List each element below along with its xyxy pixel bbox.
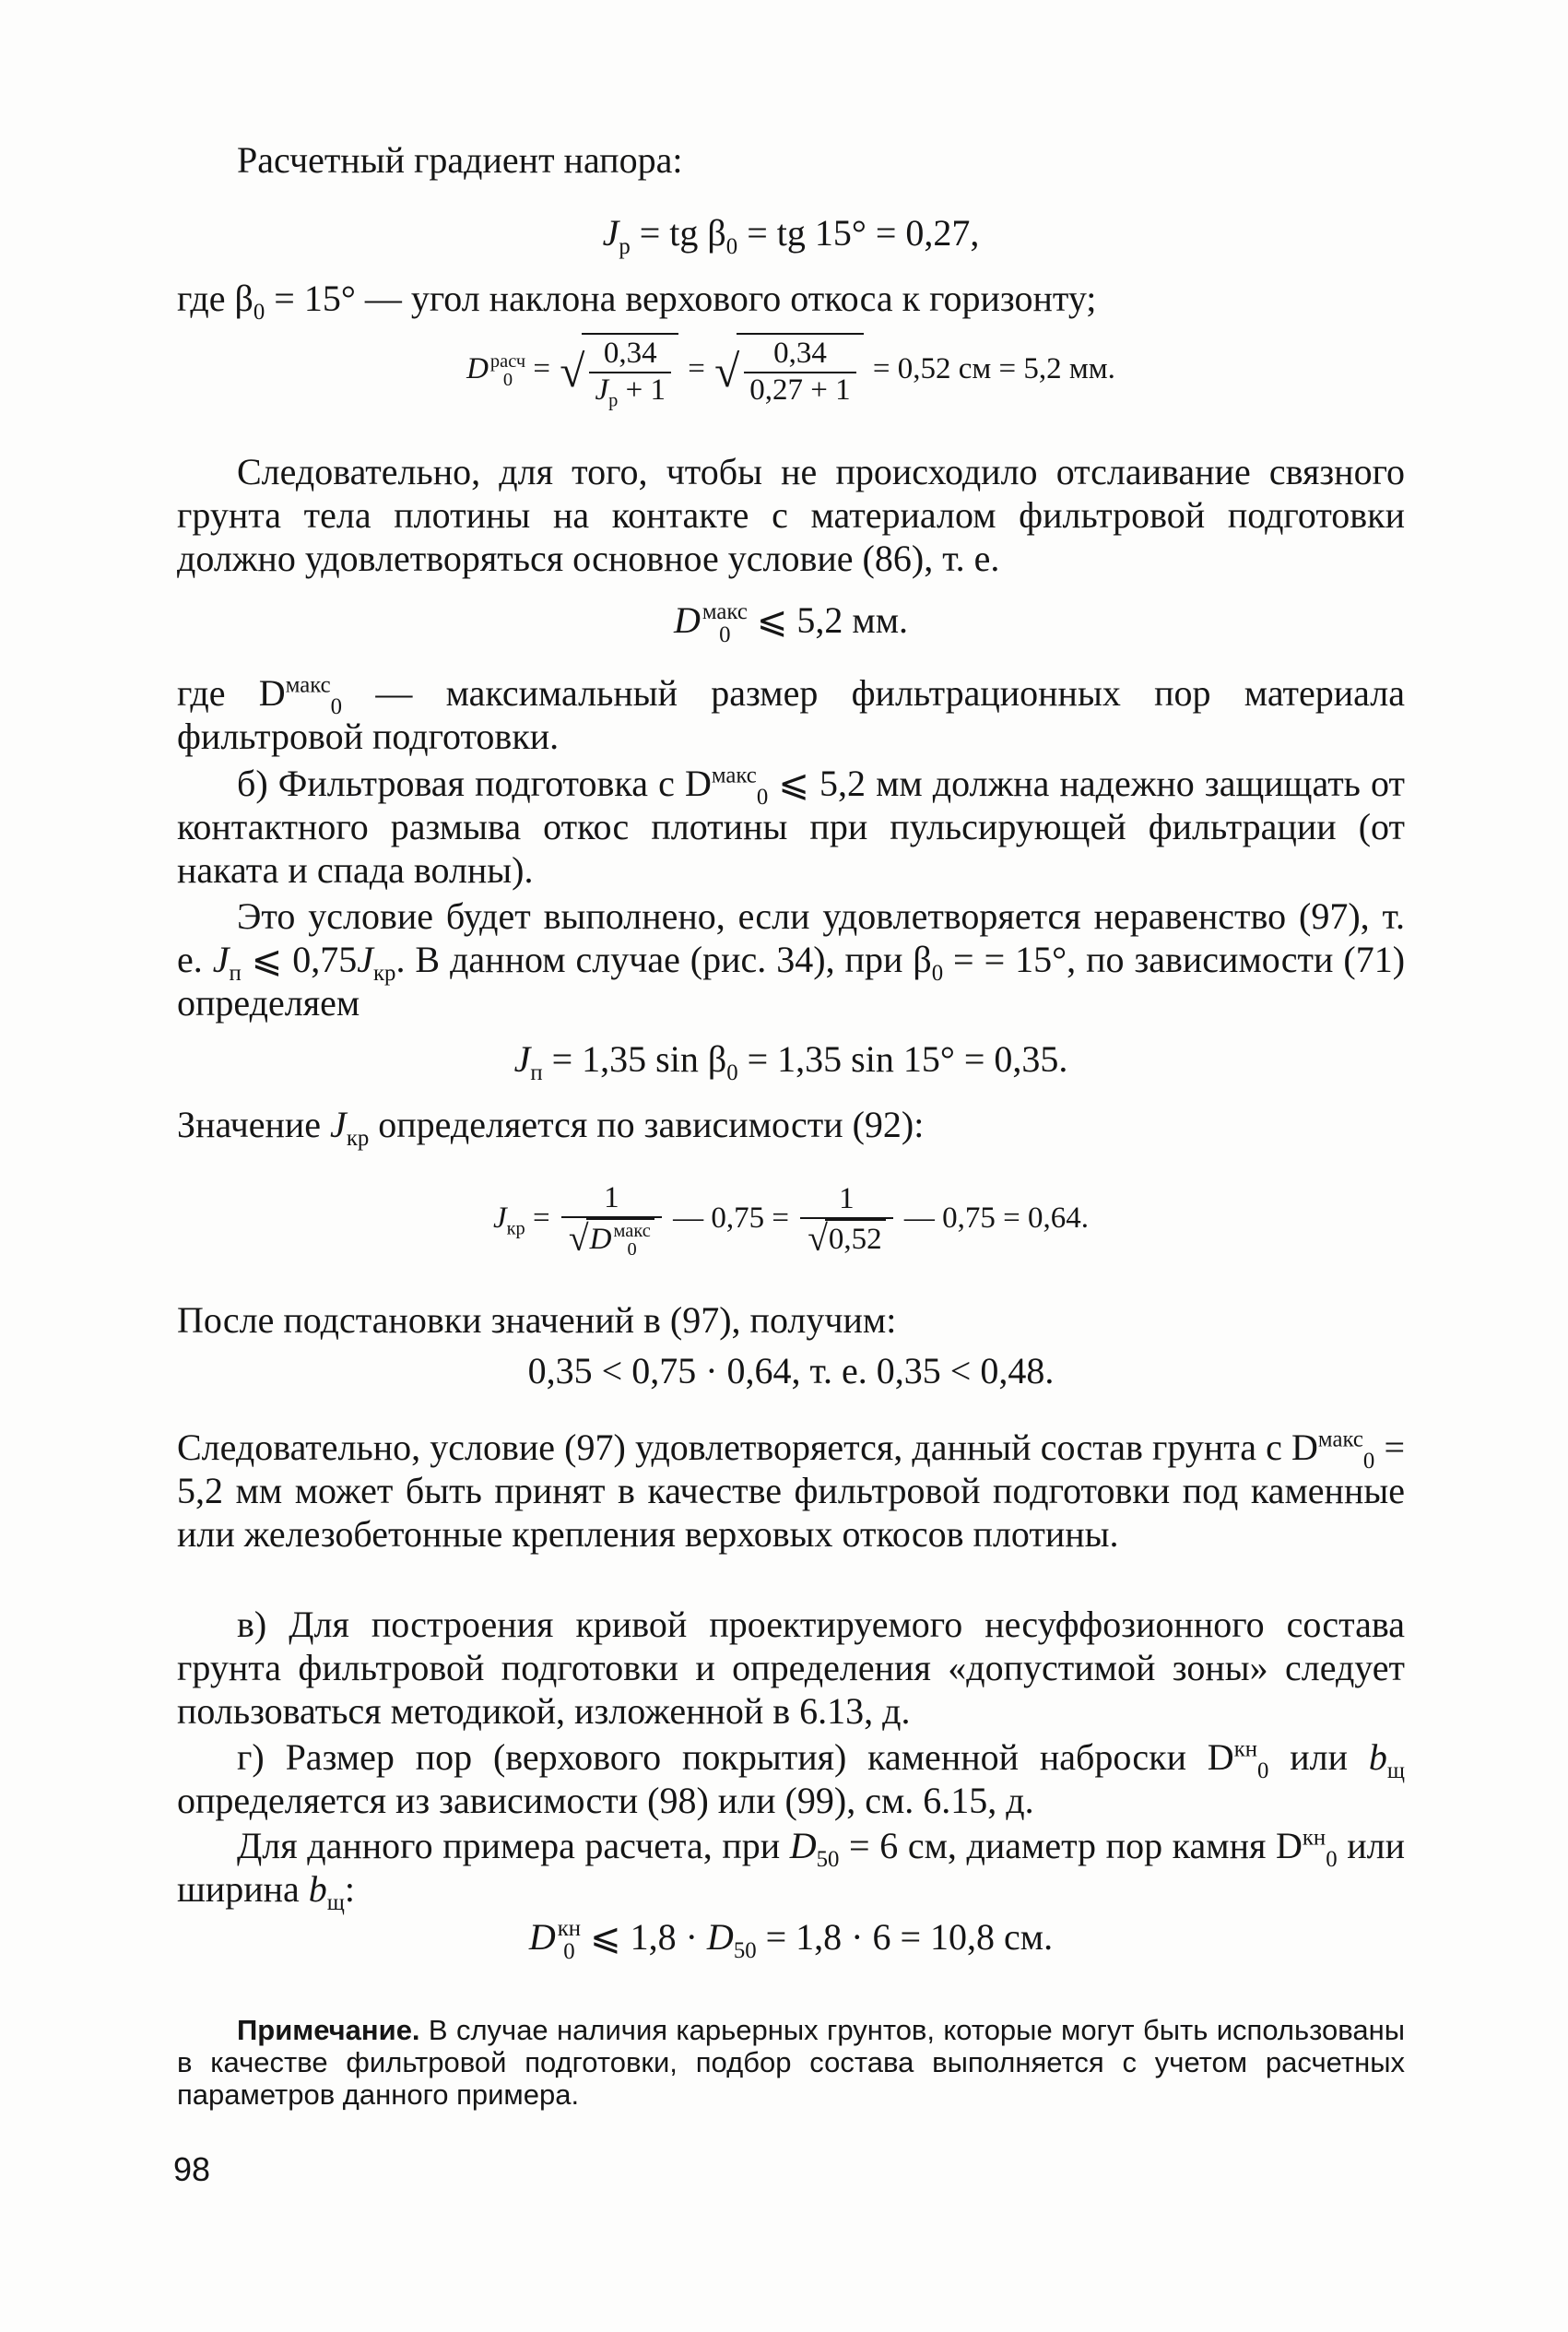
denominator: 0,27 + 1 (749, 373, 851, 408)
formula-text: = 1,8 · 6 = 10,8 см. (756, 1916, 1054, 1958)
subscript: 0 (1257, 1758, 1269, 1783)
symbol-j: J (212, 939, 230, 980)
superscript: макс (701, 599, 748, 625)
subscript: 0 (756, 785, 769, 810)
formula-text: = tg 15° = 0,27, (737, 212, 980, 254)
symbol-d: D (789, 1825, 817, 1866)
superscript: макс (285, 672, 331, 698)
numerator: 0,34 (744, 337, 855, 373)
paragraph-beta-definition (177, 277, 1405, 325)
numerator: 1 (800, 1182, 892, 1219)
subscript: п (530, 1060, 543, 1085)
formula-text: = 1,35 sin 15° = 0,35. (737, 1038, 1068, 1080)
numerator: 1 (561, 1181, 662, 1218)
text: = 5,2 мм может быть принят в качестве фильтровой подготовки под каменные или железобетонные крепления верховых откосов плотины. (177, 1426, 1405, 1555)
symbol-j: J (602, 212, 619, 254)
text: Расчетный градиент напора: (237, 139, 683, 181)
denominator (589, 373, 671, 412)
paragraph-head-gradient (177, 138, 1405, 182)
fraction-1 (589, 337, 671, 412)
subscript: п (229, 961, 242, 986)
formula-d-rasch (177, 325, 1405, 413)
text: Следовательно, условие (97) удовлетворяется, данный состав грунта с D (177, 1426, 1318, 1468)
text: Следовательно, для того, чтобы не происходило отслаивание связного грунта тела плотины на контакте с материалом фильтровой подготовки должно удовлетворяться основное условие (86), т. е. (177, 451, 1405, 579)
text: Это условие будет выполнено, если удовлетворяется неравенство (97), т. е. (177, 895, 1405, 980)
formula-text: = 1,35 sin β (542, 1038, 727, 1080)
radical-2 (714, 333, 864, 408)
radical-1 (560, 333, 678, 412)
denominator (561, 1218, 662, 1260)
superscript: макс (613, 1220, 651, 1241)
subscript: р (619, 234, 631, 259)
radical-body (586, 1218, 654, 1260)
text: в) Для построения кривой проектируемого несуффозионного состава грунта фильтровой подготовки и определения «допустимой зоны» следует пользоваться методикой, изложенной в 6.13, д. (177, 1604, 1405, 1732)
text: Значение (177, 1104, 331, 1145)
formula-inequality (177, 1348, 1405, 1394)
paragraph-dmax-definition (177, 671, 1405, 758)
text: После подстановки значений в (97), получим: (177, 1299, 897, 1341)
subscript: 0 (931, 961, 944, 986)
text: или ширина (177, 1825, 1405, 1910)
text: где D (177, 672, 286, 714)
superscript: кн (1302, 1825, 1326, 1851)
superscript: макс (711, 763, 757, 788)
text: = 15° — угол наклона верхового откоса к горизонту; (265, 278, 1097, 319)
formula-jkr (177, 1167, 1405, 1269)
subscript: 50 (816, 1847, 840, 1872)
formula-text: ⩽ 1,8 · (581, 1916, 707, 1958)
superscript: кн (1233, 1736, 1258, 1762)
symbol-d: D (674, 599, 701, 641)
superscript: расч (489, 350, 526, 372)
subscript: р (608, 391, 619, 412)
subscript: щ (326, 1890, 345, 1915)
text: — максимальный размер фильтрационных пор материала фильтровой подготовки. (177, 672, 1406, 757)
subscript: щ (1386, 1758, 1405, 1783)
sqrt-icon: √ (560, 345, 585, 397)
text: ⩽ 0,75 (241, 939, 358, 980)
subscript: 0 (725, 234, 738, 259)
formula-jp (177, 210, 1405, 259)
symbol-j: J (595, 373, 609, 408)
superscript: макс (1317, 1426, 1363, 1452)
denominator (800, 1219, 892, 1258)
radical-1 (569, 1218, 654, 1260)
formula-dmax (177, 598, 1405, 647)
subscript: 0 (253, 300, 265, 325)
formula-text: — 0,75 = (665, 1202, 797, 1235)
text: где β (177, 278, 253, 319)
text: г) Размер пор (верхового покрытия) каменной наброски D (237, 1736, 1234, 1778)
sqrt-icon: √ (714, 345, 740, 397)
text: = 6 см, диаметр пор камня D (839, 1825, 1303, 1866)
text: ⩽ 5,2 мм должна надежно защищать от контактного размыва откос плотины при пульсирующей фильтрации (от наката и спада волны). (177, 763, 1405, 891)
radical-body: 0,52 (825, 1219, 886, 1258)
fraction-2 (800, 1182, 892, 1258)
formula-text: = tg β (630, 212, 726, 254)
superscript: кн (557, 1916, 582, 1942)
paragraph-condition-86 (177, 450, 1405, 580)
subscript: 0 (1326, 1847, 1338, 1872)
formula-text: 0,35 < 0,75 · 0,64, т. е. 0,35 < 0,48. (527, 1350, 1055, 1391)
subscript: кр (373, 961, 396, 986)
subscript: 50 (733, 1938, 757, 1963)
symbol-d: D (528, 1916, 556, 1958)
note-text: В случае наличия карьерных грунтов, которые могут быть использованы в качестве фильтровой подготовки, подбор состава выполняется с учетом расчетных параметров данного примера. (177, 2014, 1405, 2111)
footnote-note (177, 2014, 1405, 2111)
equals-sign: = (688, 352, 705, 385)
den-text: + 1 (618, 373, 666, 408)
sqrt-icon: √ (568, 1217, 589, 1259)
symbol-j: J (357, 939, 373, 980)
formula-text: ⩽ 5,2 мм. (747, 599, 908, 641)
subscript: 0 (726, 1060, 738, 1085)
paragraph-v-curve (177, 1603, 1405, 1733)
subscript: 0 (1362, 1449, 1375, 1474)
radical-body (737, 333, 863, 408)
sqrt-icon: √ (808, 1217, 828, 1259)
symbol-j: J (513, 1038, 531, 1080)
symbol-b: b (308, 1868, 327, 1910)
subscript: кр (346, 1126, 370, 1151)
text: : (344, 1868, 356, 1910)
subscript: 0 (502, 370, 513, 391)
subscript: кр (506, 1218, 525, 1239)
symbol-j: J (330, 1104, 347, 1145)
formula-result: — 0,75 = 0,64. (896, 1202, 1090, 1235)
subscript: 0 (719, 621, 731, 647)
symbol-b: b (1368, 1736, 1387, 1778)
formula-jn (177, 1036, 1405, 1083)
fraction-1 (561, 1181, 662, 1260)
subscript: 0 (563, 1938, 575, 1964)
fraction-2 (744, 337, 855, 408)
paragraph-condition-97 (177, 894, 1405, 1024)
symbol-d: D (589, 1223, 612, 1257)
subscript: 0 (627, 1239, 637, 1261)
text: . В данном случае (рис. 34), при β (395, 939, 932, 980)
paragraph-b-filter (177, 762, 1405, 892)
radical-body (582, 333, 678, 412)
text: определяется из зависимости (98) или (99), см. 6.15, д. (177, 1780, 1034, 1821)
text: или (1268, 1736, 1369, 1778)
equals-sign: = (525, 1202, 558, 1235)
symbol-d: D (466, 352, 489, 385)
text: б) Фильтровая подготовка с D (237, 763, 712, 804)
text: = = 15°, по зависимости (71) определяем (177, 939, 1406, 1024)
page-number: 98 (173, 2150, 211, 2188)
paragraph-substitution (177, 1298, 1405, 1342)
paragraph-jkr (177, 1103, 1405, 1151)
radical-2 (808, 1219, 885, 1258)
formula-result: = 0,52 см = 5,2 мм. (872, 352, 1115, 385)
text: определяется по зависимости (92): (369, 1104, 925, 1145)
subscript: 0 (330, 694, 343, 719)
paragraph-g-pores (177, 1735, 1405, 1822)
symbol-j: J (492, 1202, 507, 1235)
symbol-d: D (706, 1916, 734, 1958)
paragraph-example (177, 1824, 1405, 1915)
paragraph-conclusion (177, 1426, 1405, 1556)
note-label: Примечание. (237, 2014, 420, 2046)
formula-dkn (177, 1914, 1405, 1964)
equals-sign: = (533, 352, 551, 385)
numerator: 0,34 (589, 337, 671, 373)
text: Для данного примера расчета, при (237, 1825, 790, 1866)
